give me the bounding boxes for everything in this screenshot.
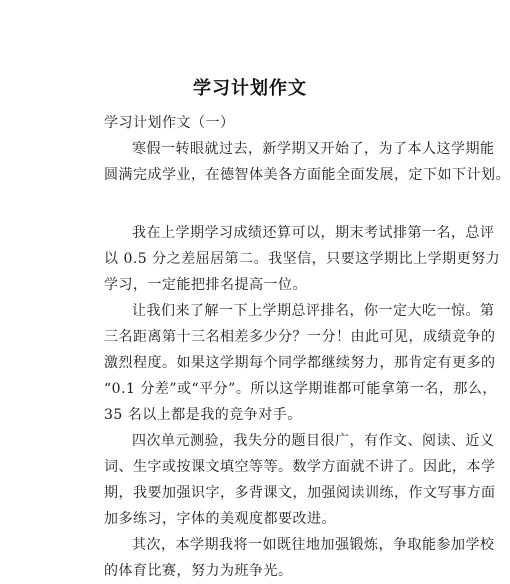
paragraph-line: 让我们来了解一下上学期总评排名，你一定大吃一惊。第 [132,303,495,319]
paragraph-line: 其次，本学期我将一如既往地加强锻炼，争取能参加学校 [132,537,495,553]
paragraph-line: 寒假一转眼就过去，新学期又开始了，为了本人这学期能 [132,141,495,157]
paragraph-line: 学习，一定能把排名提高一位。 [104,277,307,293]
paragraph-last-term [104,220,501,298]
paragraph-gap [104,188,404,220]
paragraph-line: 三名距离第十三名相差多少分？一分！由此可见，成绩竞争的 [104,329,496,345]
paragraph-line: 我在上学期学习成绩还算可以，期末考试排第一名，总评 [132,225,495,241]
section-heading: 学习计划作文（一） [104,115,235,131]
paragraph-line: 词、生字或按课文填空等等。数学方面就不讲了。因此，本学 [104,459,496,475]
document-body [104,110,510,584]
paragraph-line: 四次单元测验，我失分的题目很广，有作文、阅读、近义 [132,433,495,449]
document-title: 学习计划作文 [193,78,307,99]
paragraph-exercise [104,532,495,584]
paragraph-intro [104,136,510,188]
paragraph-tests [104,428,496,532]
paragraph-line: 35 名以上都是我的竞争对手。 [104,407,302,423]
paragraph-ranking [104,298,497,428]
paragraph-line: 激烈程度。如果这学期每个同学都继续努力，那肯定有更多的 [104,355,496,371]
paragraph-line: 以 0.5 分之差屈居第二。我坚信，只要这学期比上学期更努力 [104,251,501,267]
paragraph-line: 加多练习，字体的美观度都要改进。 [104,511,336,527]
paragraph-line: 的体育比赛，努力为班争光。 [104,563,293,579]
paragraph-line: 圆满完成学业，在德智体美各方面能全面发展，定下如下计划。 [104,167,510,183]
paragraph-line: “0.1 分差”或“平分”。所以这学期谁都可能拿第一名，那么， [104,381,497,397]
paragraph-line: 期，我要加强识字，多背课文，加强阅读训练，作文写事方面 [104,485,496,501]
